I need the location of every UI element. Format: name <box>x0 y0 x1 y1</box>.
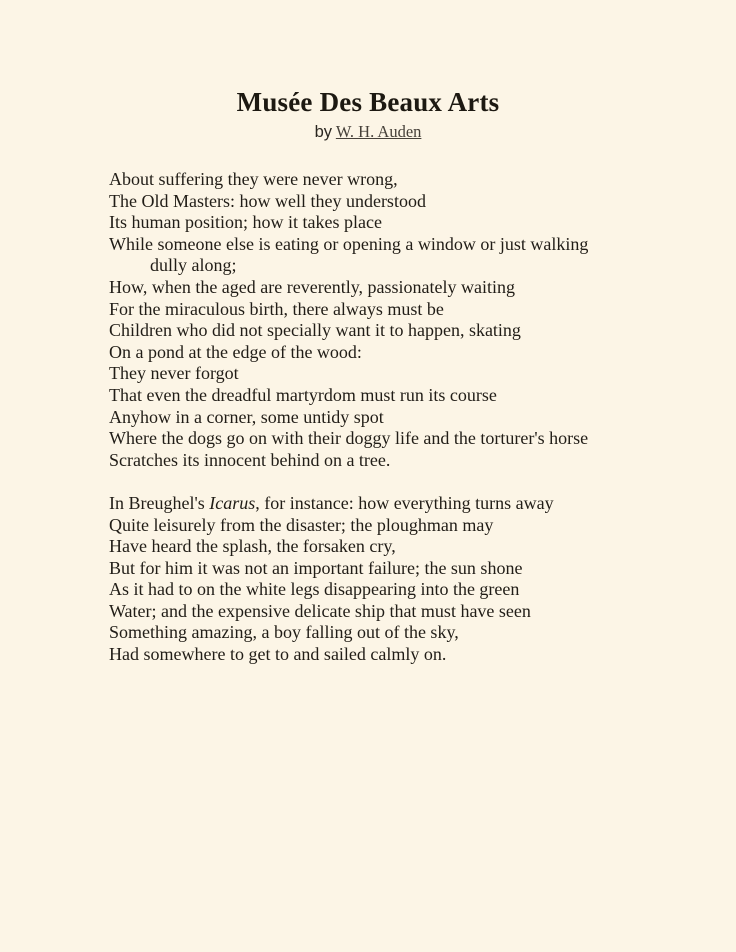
poem-line-segment: Had somewhere to get to and sailed calmly on. <box>109 644 447 665</box>
poem-line-segment: Its human position; how it takes place <box>109 212 382 233</box>
poem-line <box>109 450 629 472</box>
poem-line <box>109 299 629 321</box>
poem-line <box>109 255 629 277</box>
poem-line-segment: Water; and the expensive delicate ship that must have seen <box>109 600 531 621</box>
poem-line-segment: As it had to on the white legs disappearing into the green <box>109 579 520 600</box>
poem-line-segment: Where the dogs go on with their doggy life and the torturer's horse <box>109 428 589 449</box>
poem-line-segment: dully along; <box>150 255 237 276</box>
poem-line-segment: While someone else is eating or opening a window or just walking <box>109 233 589 254</box>
poem-line <box>109 234 629 256</box>
poem-line-segment: Anyhow in a corner, some untidy spot <box>109 406 384 427</box>
poem-line <box>109 320 629 342</box>
poem-line <box>109 579 629 601</box>
poem-line-segment: On a pond at the edge of the wood: <box>109 341 362 362</box>
poem-line <box>109 342 629 364</box>
poem-line <box>109 191 629 213</box>
poem-line <box>109 169 629 191</box>
poem-line-segment: Something amazing, a boy falling out of the sky, <box>109 622 459 643</box>
poem-line-segment: How, when the aged are reverently, passionately waiting <box>109 276 516 297</box>
poem-line-segment: , for instance: how everything turns away <box>255 492 554 513</box>
poem-line <box>109 601 629 623</box>
poem-line-segment: For the miraculous birth, there always must be <box>109 298 444 319</box>
poem-line <box>109 363 629 385</box>
poem-line <box>109 493 629 515</box>
poem-line-segment: Children who did not specially want it to happen, skating <box>109 320 521 341</box>
poem-line <box>109 515 629 537</box>
poem-line <box>109 558 629 580</box>
poem-line <box>109 622 629 644</box>
poem-line-segment: But for him it was not an important failure; the sun shone <box>109 557 523 578</box>
poem-line <box>109 385 629 407</box>
poem-line <box>109 428 629 450</box>
author-link[interactable]: W. H. Auden <box>335 122 422 141</box>
poem-line <box>109 536 629 558</box>
poem-line-segment: In Breughel's <box>109 492 210 513</box>
poem-line <box>109 407 629 429</box>
poem-line-segment: About suffering they were never wrong, <box>109 169 398 189</box>
poem-line <box>109 212 629 234</box>
poem-line-segment: They never forgot <box>109 363 239 384</box>
poem-line-italic-segment: Icarus <box>209 492 256 513</box>
poem-stanza <box>109 169 629 471</box>
poem-line-segment: Have heard the splash, the forsaken cry, <box>109 536 396 557</box>
poem-body <box>109 169 629 666</box>
byline-prefix: by <box>314 123 333 141</box>
poem-line-segment: That even the dreadful martyrdom must run its course <box>109 384 497 405</box>
poem-line-segment: The Old Masters: how well they understood <box>109 190 426 211</box>
poem-line-segment: Quite leisurely from the disaster; the ploughman may <box>109 514 494 535</box>
poem-stanza <box>109 493 629 666</box>
poem-title: Musée Des Beaux Arts <box>236 87 500 117</box>
byline <box>0 121 736 143</box>
poem-line <box>109 644 629 666</box>
poem-line-segment: Scratches its innocent behind on a tree. <box>109 449 391 470</box>
poem-line <box>109 277 629 299</box>
